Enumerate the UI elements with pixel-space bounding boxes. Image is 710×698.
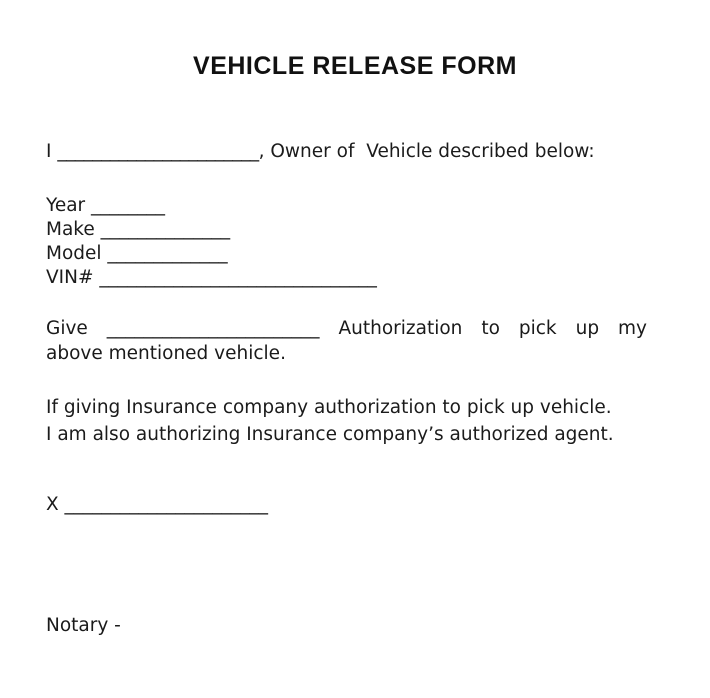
vehicle-model-field[interactable]: Model _____________: [46, 243, 228, 264]
authorization-line-1[interactable]: Give _______________________ Authorization to pick up my: [46, 318, 647, 339]
owner-line-suffix: , Owner of Vehicle described below:: [258, 141, 595, 162]
authorization-line-2: above mentioned vehicle.: [46, 343, 286, 364]
vehicle-make-field[interactable]: Make ______________: [46, 219, 231, 240]
document-body: [0, 139, 710, 638]
vehicle-details-block: [46, 194, 664, 290]
vehicle-vin-field[interactable]: VIN# ______________________________: [46, 267, 377, 288]
owner-name-blank[interactable]: _______________________: [57, 141, 259, 162]
owner-line-prefix: I: [46, 141, 58, 162]
authorization-block: [46, 316, 664, 366]
vehicle-year-field[interactable]: Year ________: [46, 195, 166, 216]
signature-line[interactable]: X ______________________: [46, 494, 269, 515]
insurance-line-2: I am also authorizing Insurance company’s authorized agent.: [46, 424, 614, 445]
page-title: VEHICLE RELEASE FORM: [193, 52, 517, 80]
owner-declaration-line: [46, 139, 664, 164]
notary-label: Notary -: [46, 615, 121, 636]
insurance-block: [46, 394, 664, 448]
insurance-line-1: If giving Insurance company authorization to pick up vehicle.: [46, 397, 612, 418]
